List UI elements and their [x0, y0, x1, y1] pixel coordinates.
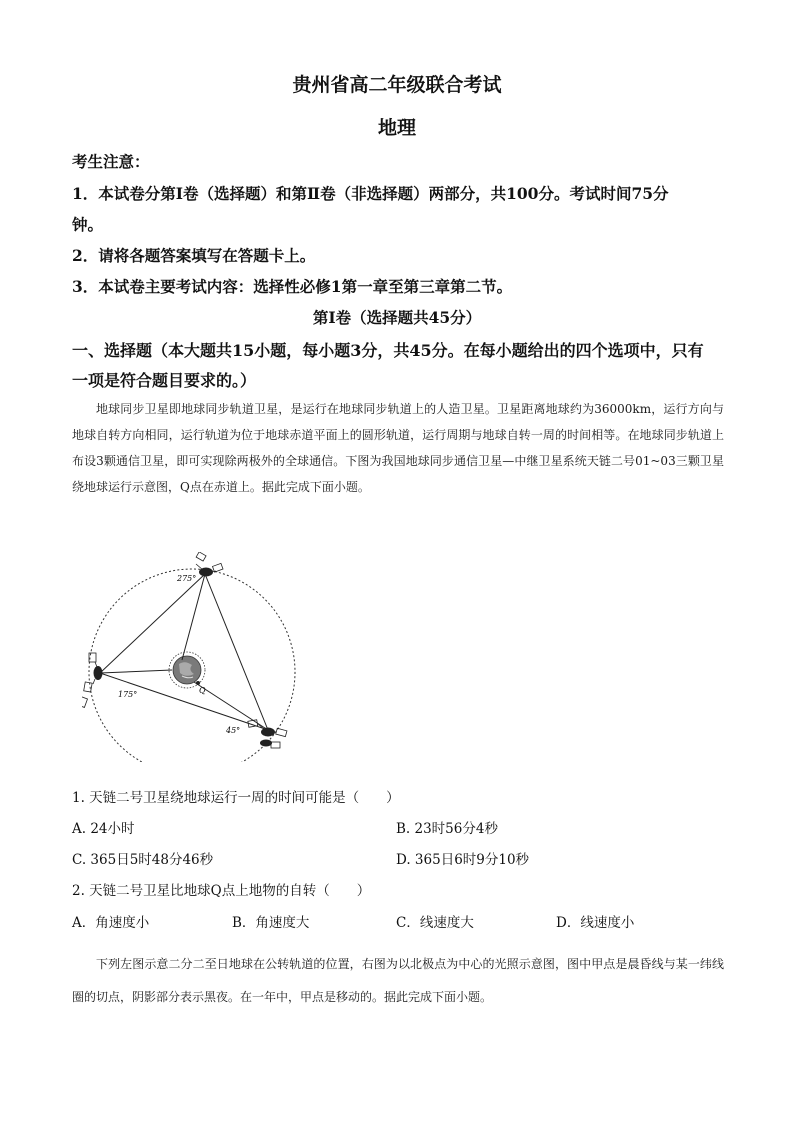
- subject-title: 地理: [377, 117, 416, 139]
- notice-heading: 考生注意：: [72, 152, 150, 171]
- question-1-option-d: D. 365日6时9分10秒: [396, 852, 530, 868]
- satellite-45-icon: [248, 720, 287, 748]
- exam-title: 贵州省高二年级联合考试: [292, 74, 502, 96]
- point-q-label: Q: [199, 686, 206, 695]
- satellite-links: [100, 574, 268, 730]
- question-1-stem: 1. 天链二号卫星绕地球运行一周的时间可能是（ ）: [72, 790, 400, 806]
- notice-item-1-cont: 钟。: [72, 215, 104, 234]
- earth-icon: [169, 652, 205, 688]
- section-heading: 第Ⅰ卷（选择题共45分）: [312, 308, 482, 327]
- question-2-option-c: C．线速度大: [396, 915, 474, 931]
- angle-label-275: 275°: [177, 574, 197, 583]
- question-2-option-d: D．线速度小: [556, 915, 635, 931]
- question-2-option-a: A．角速度小: [72, 915, 150, 931]
- section-instruction-cont: 一项是符合题目要求的。）: [72, 371, 257, 390]
- question-2-stem: 2. 天链二号卫星比地球Q点上地物的自转（ ）: [72, 883, 371, 899]
- passage-2-text: 下列左图示意二分二至日地球在公转轨道的位置，右图为以北极点为中心的光照示意图，图中甲点是晨昏线与某一纬线圈的切点，阴影部分表示黑夜。在一年中，甲点是移动的。据此完成下面小题。: [72, 957, 724, 1004]
- notice-item-2: 2．请将各题答案填写在答题卡上。: [72, 246, 316, 265]
- notice-item-1: 1．本试卷分第Ⅰ卷（选择题）和第Ⅱ卷（非选择题）两部分，共100分。考试时间75分: [72, 184, 669, 203]
- section-instruction: 一、选择题（本大题共15小题，每小题3分，共45分。在每小题给出的四个选项中，只有: [72, 341, 704, 360]
- notice-item-3: 3．本试卷主要考试内容：选择性必修1第一章至第三章第二节。: [72, 277, 513, 296]
- reading-passage-2: [72, 948, 724, 1014]
- angle-label-45: 45°: [226, 726, 241, 735]
- satellite-275-icon: [196, 552, 223, 577]
- reading-passage-1: [72, 396, 724, 500]
- question-2-option-b: B．角速度大: [232, 915, 310, 931]
- question-1-option-b: B. 23时56分4秒: [396, 821, 498, 837]
- satellite-orbit-figure: [82, 552, 302, 762]
- passage-1-text: 地球同步卫星即地球同步轨道卫星，是运行在地球同步轨道上的人造卫星。卫星距离地球约为36000km，运行方向与地球自转方向相同，运行轨道为位于地球赤道平面上的圆形轨道，运行周期与地球自转一周的时间相等。在地球同步轨道上布设3颗通信卫星，即可实现除两极外的全球通信。下图为我国地球同步通信卫星—中继卫星系统天链二号01~03三颗卫星绕地球运行示意图，Q点在赤道上。据此完成下面小题。: [72, 402, 724, 494]
- question-1-option-c: C. 365日5时48分46秒: [72, 852, 214, 868]
- question-1-option-a: A. 24小时: [72, 821, 135, 837]
- angle-label-175: 175°: [118, 690, 138, 699]
